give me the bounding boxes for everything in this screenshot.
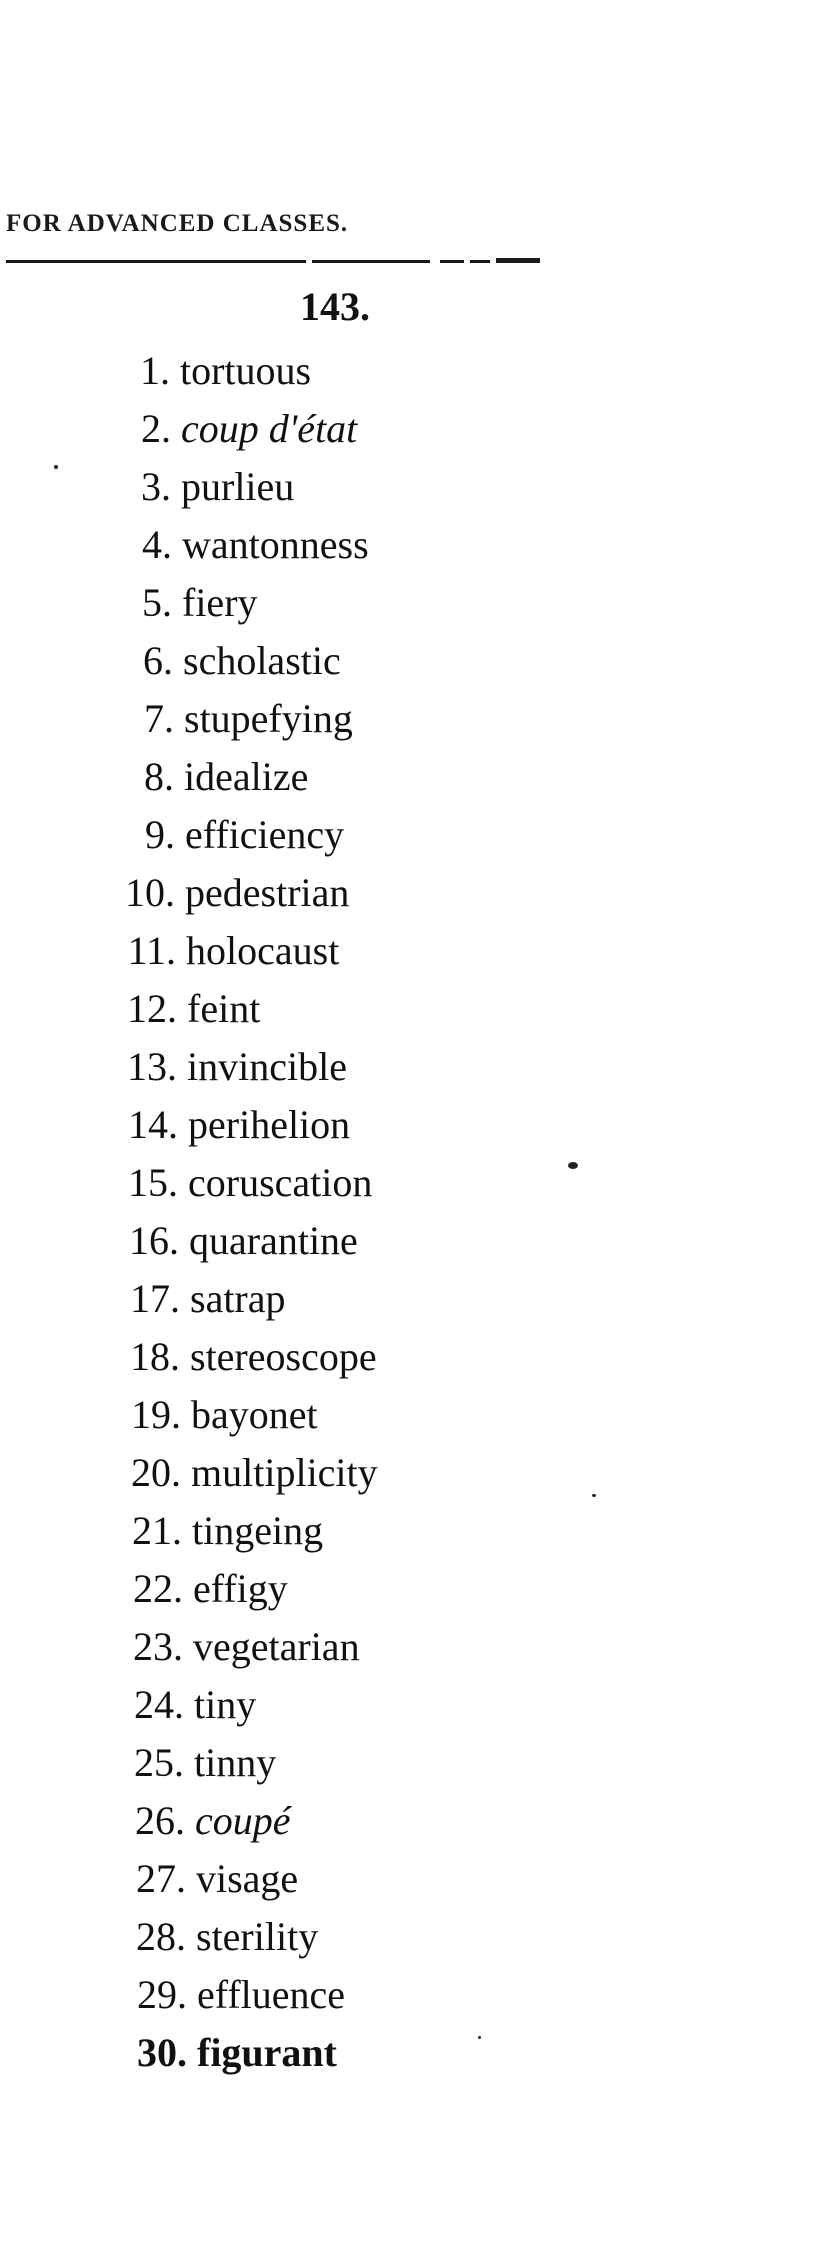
word-text: quarantine xyxy=(189,1218,358,1263)
word-text: sterility xyxy=(196,1914,319,1959)
word-text: bayonet xyxy=(191,1392,318,1437)
word-number: 19. xyxy=(131,1392,181,1437)
word-number: 17. xyxy=(130,1276,180,1321)
word-list-item xyxy=(0,2024,600,2082)
word-text: satrap xyxy=(190,1276,286,1321)
print-speck xyxy=(478,2036,481,2039)
word-number: 11. xyxy=(127,928,176,973)
word-number: 23. xyxy=(133,1624,183,1669)
word-list-item xyxy=(0,1328,600,1386)
word-number: 6. xyxy=(143,638,173,683)
word-text: efficiency xyxy=(185,812,345,857)
word-list-item xyxy=(0,1096,600,1154)
word-number: 25. xyxy=(134,1740,184,1785)
word-list-item xyxy=(0,574,600,632)
print-speck xyxy=(54,465,58,469)
word-text: tingeing xyxy=(192,1508,324,1553)
word-list-item xyxy=(0,1618,600,1676)
word-list-item xyxy=(0,864,600,922)
word-text: stereoscope xyxy=(190,1334,377,1379)
word-list xyxy=(0,342,600,2082)
word-text: feint xyxy=(187,986,261,1031)
word-list-item xyxy=(0,458,600,516)
header-rule-segment xyxy=(6,260,306,263)
word-number: 29. xyxy=(137,1972,187,2017)
word-list-item xyxy=(0,1966,600,2024)
word-text: pedestrian xyxy=(185,870,350,915)
print-speck xyxy=(568,1162,578,1169)
word-number: 21. xyxy=(132,1508,182,1553)
word-list-item xyxy=(0,1270,600,1328)
word-text: coupé xyxy=(195,1798,291,1843)
word-text: wantonness xyxy=(182,522,369,567)
word-number: 5. xyxy=(142,580,172,625)
word-text: tinny xyxy=(194,1740,277,1785)
word-text: coup d'état xyxy=(181,406,358,451)
word-text: idealize xyxy=(184,754,309,799)
word-list-item xyxy=(0,1908,600,1966)
word-number: 9. xyxy=(145,812,175,857)
word-list-item xyxy=(0,690,600,748)
word-number: 22. xyxy=(133,1566,183,1611)
word-text: holocaust xyxy=(186,928,340,973)
word-text: multiplicity xyxy=(191,1450,378,1495)
word-number: 12. xyxy=(127,986,177,1031)
word-text: purlieu xyxy=(181,464,295,509)
word-number: 14. xyxy=(128,1102,178,1147)
word-text: fiery xyxy=(182,580,258,625)
section-number: 143. xyxy=(300,284,370,329)
word-text: effluence xyxy=(197,1972,346,2017)
word-number: 2. xyxy=(141,406,171,451)
word-number: 7. xyxy=(144,696,174,741)
word-list-item xyxy=(0,1792,600,1850)
word-list-item xyxy=(0,400,600,458)
word-list-item xyxy=(0,922,600,980)
header-rule-segment xyxy=(470,260,490,263)
word-number: 13. xyxy=(127,1044,177,1089)
word-text: tiny xyxy=(194,1682,257,1727)
header-rule-segment xyxy=(312,260,430,263)
word-list-item xyxy=(0,342,600,400)
word-number: 28. xyxy=(136,1914,186,1959)
word-list-item xyxy=(0,1154,600,1212)
word-text: tortuous xyxy=(180,348,312,393)
word-number: 30. xyxy=(137,2030,187,2075)
word-text: scholastic xyxy=(183,638,341,683)
word-list-item xyxy=(0,1444,600,1502)
word-number: 1. xyxy=(140,348,170,393)
word-number: 24. xyxy=(134,1682,184,1727)
word-list-item xyxy=(0,1038,600,1096)
print-speck xyxy=(592,1494,596,1497)
word-number: 4. xyxy=(142,522,172,567)
word-list-item xyxy=(0,980,600,1038)
word-number: 10. xyxy=(125,870,175,915)
word-list-item xyxy=(0,1676,600,1734)
word-list-item xyxy=(0,516,600,574)
word-list-item xyxy=(0,806,600,864)
word-text: perihelion xyxy=(188,1102,351,1147)
word-text: visage xyxy=(196,1856,299,1901)
word-list-item xyxy=(0,1212,600,1270)
word-text: invincible xyxy=(187,1044,347,1089)
word-text: coruscation xyxy=(188,1160,373,1205)
word-number: 26. xyxy=(135,1798,185,1843)
word-text: stupefying xyxy=(184,696,353,741)
word-number: 18. xyxy=(130,1334,180,1379)
header-rule-segment xyxy=(440,260,464,263)
header-rule-segment xyxy=(496,258,540,263)
word-number: 20. xyxy=(131,1450,181,1495)
word-number: 16. xyxy=(129,1218,179,1263)
word-number: 27. xyxy=(136,1856,186,1901)
word-text: figurant xyxy=(197,2030,337,2075)
word-text: effigy xyxy=(193,1566,288,1611)
word-list-item xyxy=(0,1734,600,1792)
word-number: 15. xyxy=(128,1160,178,1205)
word-list-item xyxy=(0,1850,600,1908)
word-number: 3. xyxy=(141,464,171,509)
word-list-item xyxy=(0,1560,600,1618)
word-list-item xyxy=(0,1386,600,1444)
word-text: vegetarian xyxy=(193,1624,360,1669)
word-number: 8. xyxy=(144,754,174,799)
word-list-item xyxy=(0,632,600,690)
running-head: FOR ADVANCED CLASSES. xyxy=(6,210,349,237)
word-list-item xyxy=(0,748,600,806)
word-list-item xyxy=(0,1502,600,1560)
